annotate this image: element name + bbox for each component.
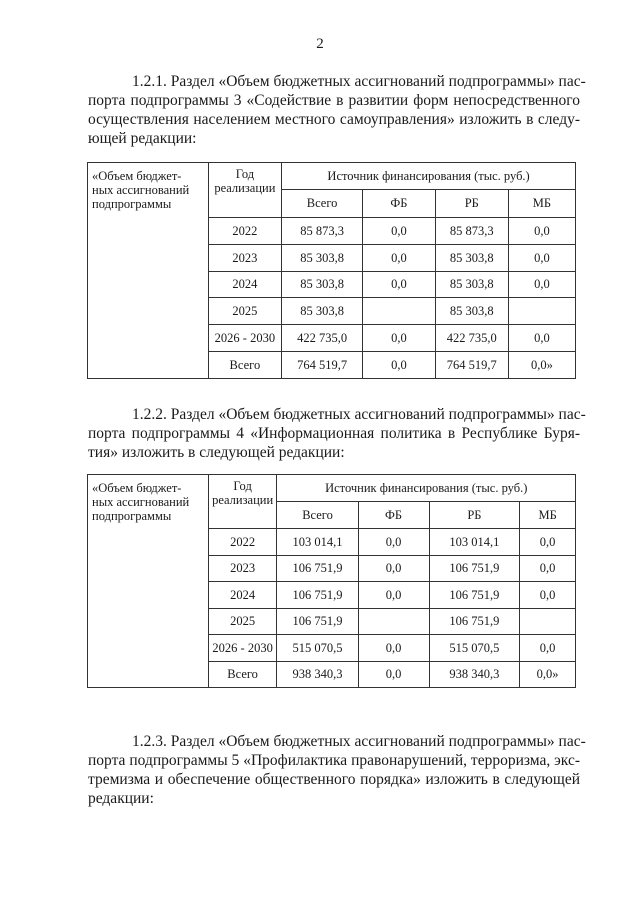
total-cell: 85 303,8 xyxy=(282,272,363,298)
year-cell: 2022 xyxy=(208,218,282,245)
rb-cell: 764 519,7 xyxy=(435,352,508,379)
description-line: ных ассигнований xyxy=(92,183,190,197)
description-line: «Объем бюджет- xyxy=(92,481,182,495)
year-header-line: реализации xyxy=(214,181,276,195)
page-number: 2 xyxy=(316,36,324,52)
fb-cell: 0,0 xyxy=(363,218,436,245)
rb-cell: 85 303,8 xyxy=(435,298,508,325)
fb-cell: 0,0 xyxy=(358,556,429,582)
fb-cell xyxy=(363,298,436,325)
paragraph-line: порта подпрограммы 4 «Информационная политика в Республике Буря- xyxy=(88,425,580,442)
paragraph-line: порта подпрограммы 5 «Профилактика правонарушений, терроризма, экс- xyxy=(88,752,580,769)
column-header-mb: МБ xyxy=(508,190,575,218)
description-line: «Объем бюджет- xyxy=(92,169,182,183)
paragraph-line: 1.2.2. Раздел «Объем бюджетных ассигнований подпрограммы» пас- xyxy=(132,406,586,423)
mb-cell: 0,0 xyxy=(520,635,576,662)
year-cell: Всего xyxy=(208,352,282,379)
year-header-line: Год xyxy=(233,479,252,493)
total-cell: 764 519,7 xyxy=(282,352,363,379)
year-cell: 2025 xyxy=(208,298,282,325)
total-cell: 85 303,8 xyxy=(282,245,363,272)
budget-table-subprogram-4 xyxy=(87,474,576,688)
total-cell: 422 735,0 xyxy=(282,325,363,352)
year-header-cell xyxy=(208,163,282,218)
year-cell: 2023 xyxy=(208,245,282,272)
total-cell: 85 873,3 xyxy=(282,218,363,245)
fb-cell: 0,0 xyxy=(363,245,436,272)
mb-cell: 0,0 xyxy=(520,556,576,582)
total-cell: 106 751,9 xyxy=(277,582,358,609)
paragraph-line: редакции: xyxy=(88,790,154,807)
mb-cell: 0,0 xyxy=(508,218,575,245)
fb-cell: 0,0 xyxy=(363,325,436,352)
mb-cell xyxy=(520,609,576,635)
year-cell: 2023 xyxy=(208,556,277,582)
year-header-cell xyxy=(208,475,277,529)
mb-cell xyxy=(508,298,575,325)
year-header-line: Год xyxy=(235,167,255,181)
fb-cell: 0,0 xyxy=(358,662,429,688)
description-line: подпрограммы xyxy=(92,509,172,523)
column-header-fb: ФБ xyxy=(358,502,429,529)
year-cell: 2026 - 2030 xyxy=(208,325,282,352)
section-1-2-2-paragraph xyxy=(88,405,586,462)
paragraph-line: порта подпрограммы 3 «Содействие в развитии форм непосредственного xyxy=(88,92,580,109)
column-header-fb: ФБ xyxy=(363,190,436,218)
rb-cell: 103 014,1 xyxy=(429,529,520,556)
paragraph-line: тия» изложить в следующей редакции: xyxy=(88,444,345,461)
rb-cell: 106 751,9 xyxy=(429,609,520,635)
fb-cell: 0,0 xyxy=(363,352,436,379)
mb-cell: 0,0 xyxy=(520,529,576,556)
fb-cell xyxy=(358,609,429,635)
column-header-rb: РБ xyxy=(429,502,520,529)
rb-cell: 85 303,8 xyxy=(435,272,508,298)
description-line: подпрограммы xyxy=(92,197,172,211)
rb-cell: 106 751,9 xyxy=(429,582,520,609)
rb-cell: 106 751,9 xyxy=(429,556,520,582)
fb-cell: 0,0 xyxy=(358,529,429,556)
fb-cell: 0,0 xyxy=(358,635,429,662)
year-cell: 2022 xyxy=(208,529,277,556)
column-header-mb: МБ xyxy=(520,502,576,529)
year-cell: 2024 xyxy=(208,272,282,298)
year-cell: Всего xyxy=(208,662,277,688)
fb-cell: 0,0 xyxy=(358,582,429,609)
fb-cell: 0,0 xyxy=(363,272,436,298)
paragraph-line: 1.2.3. Раздел «Объем бюджетных ассигнований подпрограммы» пас- xyxy=(132,733,586,750)
year-cell: 2024 xyxy=(208,582,277,609)
paragraph-line: тремизма и обеспечение общественного порядка» изложить в следующей xyxy=(88,771,580,788)
year-header-line: реализации xyxy=(212,493,274,507)
year-cell: 2026 - 2030 xyxy=(208,635,277,662)
mb-cell: 0,0» xyxy=(520,662,576,688)
rb-cell: 938 340,3 xyxy=(429,662,520,688)
total-cell: 106 751,9 xyxy=(277,556,358,582)
rb-cell: 422 735,0 xyxy=(435,325,508,352)
paragraph-line: 1.2.1. Раздел «Объем бюджетных ассигнований подпрограммы» пас- xyxy=(132,73,586,90)
mb-cell: 0,0 xyxy=(508,272,575,298)
mb-cell: 0,0 xyxy=(508,245,575,272)
rb-cell: 85 303,8 xyxy=(435,245,508,272)
column-header-total: Всего xyxy=(277,502,358,529)
description-line: ных ассигнований xyxy=(92,495,190,509)
total-cell: 106 751,9 xyxy=(277,609,358,635)
mb-cell: 0,0 xyxy=(508,325,575,352)
rb-cell: 515 070,5 xyxy=(429,635,520,662)
column-header-total: Всего xyxy=(282,190,363,218)
budget-table-subprogram-3 xyxy=(87,162,576,379)
column-header-rb: РБ xyxy=(435,190,508,218)
paragraph-line: ющей редакции: xyxy=(88,130,197,147)
mb-cell: 0,0 xyxy=(520,582,576,609)
paragraph-line: осуществления населением местного самоуправления» изложить в следу- xyxy=(88,111,580,128)
section-1-2-1-paragraph xyxy=(88,72,586,148)
funding-source-header: Источник финансирования (тыс. руб.) xyxy=(277,475,576,502)
table-description-cell xyxy=(88,475,209,688)
total-cell: 85 303,8 xyxy=(282,298,363,325)
funding-source-header: Источник финансирования (тыс. руб.) xyxy=(282,163,576,190)
mb-cell: 0,0» xyxy=(508,352,575,379)
total-cell: 103 014,1 xyxy=(277,529,358,556)
section-1-2-3-paragraph xyxy=(88,732,586,808)
total-cell: 938 340,3 xyxy=(277,662,358,688)
rb-cell: 85 873,3 xyxy=(435,218,508,245)
year-cell: 2025 xyxy=(208,609,277,635)
table-description-cell xyxy=(88,163,209,379)
total-cell: 515 070,5 xyxy=(277,635,358,662)
